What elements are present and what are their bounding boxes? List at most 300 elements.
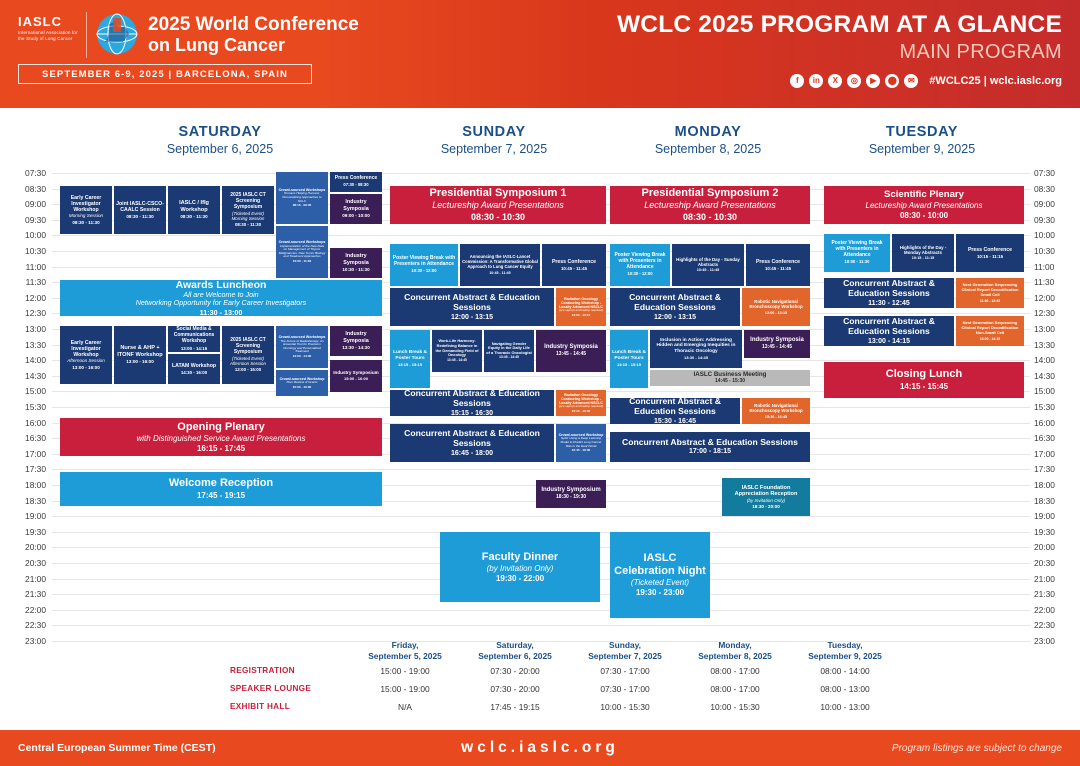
iaslc-logo [18, 14, 80, 41]
threads-icon[interactable]: ⬤ [885, 74, 899, 88]
table-cell: 07:30 - 20:00 [490, 665, 540, 676]
session-time: 10:45 - 11:45 [696, 268, 720, 273]
session-time: 14:30 - 16:00 [180, 369, 208, 375]
conference-dates-bar: SEPTEMBER 6-9, 2025 | BARCELONA, SPAIN [18, 64, 312, 84]
session-block[interactable] [484, 330, 534, 372]
time-label: 13:30 [25, 339, 46, 350]
time-label: 09:30 [25, 214, 46, 225]
time-label: 17:00 [25, 448, 46, 459]
linkedin-icon[interactable]: in [809, 74, 823, 88]
youtube-icon[interactable]: ▶ [866, 74, 880, 88]
session-subtitle: (Ticketed Event) [232, 355, 264, 361]
schedule-grid [0, 160, 1080, 646]
session-block[interactable] [390, 424, 554, 462]
session-title: Concurrent Abstract & Education Sessions [622, 437, 798, 448]
time-label: 15:00 [1034, 386, 1055, 397]
session-time: 11:30 - 12:45 [868, 299, 910, 307]
session-time: 10:45 - 11:45 [489, 270, 511, 275]
session-time: 10:45 - 11:45 [560, 265, 588, 271]
session-time: 15:30 - 16:45 [764, 414, 788, 419]
session-title: Crowd-sourced Workshop [558, 433, 604, 438]
session-title: Poster Viewing Break with Presenters in Attendance [831, 240, 883, 258]
table-row [230, 698, 1080, 716]
session-block[interactable] [650, 370, 810, 386]
session-subtitle: Lectureship Award Presentations [865, 200, 983, 210]
session-time: 16:15 - 17:45 [196, 443, 246, 453]
session-title: Presidential Symposium 1 [429, 187, 567, 200]
time-label: 16:30 [25, 433, 46, 444]
session-subtitle-2: Networking Opportunity for Early Career Investigators [135, 298, 307, 308]
session-time: 08:30 - 11:30 [72, 219, 100, 225]
session-block[interactable] [276, 370, 328, 396]
time-label: 21:00 [1034, 573, 1055, 584]
grid-line [52, 625, 1030, 626]
session-block[interactable] [556, 390, 606, 416]
social-links[interactable] [617, 74, 1062, 88]
session-title: Opening Plenary [177, 420, 265, 433]
session-block[interactable] [742, 288, 810, 326]
time-label: 11:00 [25, 261, 46, 272]
session-title: Next Generation Sequencing Clinical Report Decodification Small Cell [961, 282, 1019, 297]
session-block[interactable] [746, 244, 810, 286]
session-title: Poster Viewing Break with Presenters in Attendance [614, 252, 666, 270]
day-name: TUESDAY [885, 124, 959, 140]
session-subtitle: Lectureship Award Presentations [432, 200, 564, 211]
session-title: Welcome Reception [168, 477, 274, 490]
table-cell: 07:30 - 20:00 [490, 683, 540, 694]
session-title: Concurrent Abstract & Education Sessions [843, 278, 935, 299]
session-block[interactable] [60, 280, 382, 316]
session-time: 13:45 - 14:45 [761, 344, 793, 351]
time-label: 22:30 [1034, 620, 1055, 631]
session-block[interactable] [390, 288, 554, 326]
table-cell: N/A [398, 701, 412, 712]
session-block[interactable] [168, 326, 220, 352]
session-time: 08:30 - 10:30 [470, 211, 526, 222]
session-block[interactable] [222, 186, 274, 234]
session-time: 13:00 - 16:00 [72, 364, 100, 370]
session-block[interactable] [114, 186, 166, 234]
table-cell: 10:00 - 15:30 [600, 701, 650, 712]
time-label: 15:30 [25, 402, 46, 412]
session-time: 10:15 - 11:15 [976, 253, 1004, 259]
time-label: 13:00 [1034, 324, 1055, 334]
page-header [0, 0, 1080, 108]
session-title: Early Career Investigator Workshop [70, 194, 102, 214]
session-time: 08:30 - 10:30 [682, 211, 738, 222]
session-title: Scientific Plenary [884, 189, 964, 201]
session-block[interactable] [956, 316, 1024, 346]
email-icon[interactable]: ✉ [904, 74, 918, 88]
session-time: 08:30 - 10:00 [899, 211, 949, 221]
session-time: 10:00 - 11:30 [292, 259, 312, 264]
session-time: 10:30 - 12:00 [411, 267, 437, 273]
session-block[interactable] [60, 326, 112, 384]
time-label: 10:00 [1034, 230, 1055, 241]
session-block[interactable] [824, 186, 1024, 224]
session-subtitle: (pre-signup and laptop required) [558, 308, 604, 313]
session-subtitle-2: Afternoon Session [230, 360, 266, 366]
session-title: IASLC Celebration Night [614, 552, 706, 578]
session-block[interactable] [556, 424, 606, 462]
session-block[interactable] [276, 172, 328, 224]
time-label: 16:00 [1034, 417, 1055, 428]
time-label: 09:00 [25, 199, 46, 210]
session-title: Navigating Gender Equity in the Daily Life of a Thoracic Oncologist [486, 340, 532, 355]
session-time: 13:00 - 14:30 [292, 354, 312, 359]
session-title: IASLC Business Meeting [693, 370, 767, 378]
session-title: Inclusion in Action: Addressing Hidden and Emerging Inequities in Thoracic Oncology [656, 337, 736, 354]
session-title: Press Conference [755, 258, 801, 265]
session-block[interactable] [168, 186, 220, 234]
time-label: 17:30 [1034, 464, 1055, 475]
table-cell: 07:30 - 17:00 [600, 665, 650, 676]
session-time: 13:00 - 14:15 [867, 337, 911, 345]
grid-line [52, 469, 1030, 470]
time-label: 11:30 [25, 277, 46, 288]
hours-table-header [230, 640, 1080, 662]
hours-col-friday: Friday, September 5, 2025 [368, 640, 442, 661]
session-title: Announcing the IASLC-Lancet Commission: A Transformative Global Approach to Lung Cancer Equity [462, 253, 538, 269]
session-block[interactable] [610, 244, 670, 286]
session-block[interactable] [276, 226, 328, 278]
hours-col-monday: Monday, September 8, 2025 [698, 640, 772, 661]
grid-line [52, 173, 1030, 174]
session-title: Closing Lunch [885, 368, 963, 381]
table-row [230, 680, 1080, 698]
row-label: SPEAKER LOUNGE [230, 684, 312, 694]
session-block[interactable] [610, 288, 740, 326]
time-label: 22:00 [25, 604, 46, 615]
session-block[interactable] [390, 330, 430, 388]
time-label: 21:30 [1034, 589, 1055, 600]
session-block[interactable] [824, 278, 954, 308]
session-block[interactable] [330, 194, 382, 224]
time-label: 08:30 [25, 183, 46, 194]
session-time: 15:00 - 16:00 [343, 375, 368, 381]
time-label: 14:00 [1034, 355, 1055, 366]
time-label: 12:00 [25, 292, 46, 303]
session-title: Industry Symposia [343, 199, 369, 212]
time-label: 22:30 [25, 620, 46, 631]
session-title: Highlights of the Day - Monday Abstracts [899, 245, 947, 256]
session-time: 13:15 - 15:15 [397, 361, 422, 367]
session-block[interactable] [672, 244, 744, 286]
session-title: Highlights of the Day - Sunday Abstracts [676, 257, 740, 268]
session-block[interactable] [330, 326, 382, 356]
time-label: 18:30 [1034, 495, 1055, 506]
session-title: Press Conference [967, 246, 1013, 253]
session-time: 12:00 - 13:15 [571, 312, 591, 317]
day-name: SATURDAY [178, 124, 262, 140]
session-block[interactable] [650, 330, 742, 368]
time-label: 18:00 [1034, 480, 1055, 490]
time-label: 13:30 [1034, 339, 1055, 350]
session-time: 13:15 - 15:15 [616, 361, 641, 367]
session-block[interactable] [432, 330, 482, 372]
session-block[interactable] [536, 330, 606, 372]
table-cell: 07:30 - 17:00 [600, 683, 650, 694]
session-block[interactable] [390, 186, 606, 224]
time-label: 19:00 [25, 511, 46, 522]
iaslc-logo-text: IASLC [18, 14, 62, 29]
session-time: 18:30 - 20:00 [752, 504, 780, 510]
facebook-icon[interactable]: f [790, 74, 804, 88]
conference-name-line2: on Lung Cancer [148, 35, 286, 56]
time-label: 09:00 [1034, 199, 1055, 210]
session-time: 08:30 - 11:30 [234, 221, 262, 227]
time-label: 20:00 [1034, 542, 1055, 553]
time-label: 21:00 [25, 573, 46, 584]
session-time: 15:00 - 16:00 [292, 384, 312, 389]
time-label: 14:30 [1034, 370, 1055, 381]
session-title: Crowd-sourced Workshops [278, 335, 326, 340]
session-time: 14:45 - 15:30 [714, 378, 746, 385]
session-title: Nurse & AHP + ITONF Workshop [117, 345, 163, 358]
time-label: 18:00 [25, 480, 46, 490]
session-time: 13:45 - 14:45 [447, 357, 467, 362]
session-title: Awards Luncheon [175, 280, 267, 291]
session-time: 10:15 - 11:15 [911, 256, 935, 261]
header-right [617, 12, 1062, 88]
table-cell: 15:00 - 19:00 [380, 683, 430, 694]
hours-table-body [230, 662, 1080, 716]
session-time: 10:45 - 11:45 [764, 265, 792, 271]
session-time: 08:30 - 11:30 [180, 214, 208, 220]
session-title: Industry Symposia [544, 344, 598, 351]
session-subtitle: (Ticketed Event) [232, 210, 264, 216]
session-block[interactable] [390, 390, 554, 416]
conference-year: 2025 World Conference [148, 14, 359, 35]
time-label: 23:00 [1034, 636, 1055, 646]
session-block[interactable] [956, 234, 1024, 272]
session-title: Radiation Oncology Contouring Workshop - Locally Advanced NSCLC [559, 392, 603, 405]
session-title: Robotic Navigational Bronchoscopy Workshop [749, 403, 803, 414]
session-title: Crowd-sourced Workshops [278, 240, 326, 245]
hours-col-tuesday: Tuesday, September 9, 2025 [808, 640, 882, 661]
session-block[interactable] [542, 244, 606, 286]
time-label: 10:30 [25, 246, 46, 256]
session-block[interactable] [330, 360, 382, 392]
time-label: 21:30 [25, 589, 46, 600]
session-block[interactable] [722, 478, 810, 516]
time-label: 13:00 [25, 324, 46, 334]
session-time: 10:30 - 11:30 [342, 267, 370, 273]
session-title: Press Conference [334, 175, 378, 182]
footer-disclaimer: Program listings are subject to change [891, 742, 1062, 754]
session-time: 13:45 - 14:45 [499, 355, 519, 360]
session-block[interactable] [390, 244, 458, 286]
session-block[interactable] [330, 248, 382, 278]
conference-name [148, 14, 359, 55]
table-cell: 10:00 - 15:30 [710, 701, 760, 712]
session-block[interactable] [610, 186, 810, 224]
session-block[interactable] [824, 316, 954, 346]
session-block[interactable] [460, 244, 540, 286]
session-subtitle: (pre-signup and laptop required) [558, 404, 604, 409]
time-label: 11:30 [1034, 277, 1055, 288]
session-title: Radiation Oncology Contouring Workshop - Locally Advanced NSCLC [559, 296, 603, 309]
session-subtitle: Peer Review of Grants [286, 379, 318, 384]
session-title: Industry Symposium [541, 487, 601, 494]
session-title: Industry Symposia [343, 253, 369, 266]
session-block[interactable] [956, 278, 1024, 308]
session-time: 13:45 - 14:45 [555, 351, 587, 358]
session-title: Concurrent Abstract & Education Sessions [404, 292, 540, 313]
session-time: 15:15 - 16:30 [450, 409, 494, 416]
time-label: 07:30 [1034, 168, 1055, 178]
footer-url[interactable]: wclc.iaslc.org [461, 739, 619, 756]
session-block[interactable] [824, 234, 890, 272]
session-title: Social Media & Communications Workshop [173, 326, 215, 344]
session-time: 13:00 - 16:00 [126, 359, 154, 365]
session-time: 10:30 - 12:00 [627, 270, 653, 276]
session-time: 15:15 - 16:30 [571, 408, 591, 413]
session-title: Early Career Investigator Workshop [70, 339, 102, 359]
time-label: 10:00 [25, 230, 46, 241]
session-block[interactable] [114, 326, 166, 384]
session-block[interactable] [222, 326, 274, 384]
x-twitter-icon[interactable]: X [828, 74, 842, 88]
session-block[interactable] [276, 326, 328, 368]
session-time: 13:30 - 14:45 [683, 354, 708, 360]
session-block[interactable] [744, 330, 810, 358]
day-header-tuesday [820, 124, 1024, 156]
session-block[interactable] [536, 480, 606, 508]
session-block[interactable] [556, 288, 606, 326]
session-block[interactable] [610, 330, 648, 388]
session-title: 2025 IASLC CT Screening Symposium [230, 191, 266, 210]
time-label: 20:30 [25, 558, 46, 568]
session-title: Crowd-sourced Workshops [278, 188, 326, 193]
session-time: 11:30 - 12:45 [979, 298, 1001, 303]
table-cell: 10:00 - 13:00 [820, 701, 870, 712]
session-title: Poster Viewing Break with Presenters in Attendance [392, 255, 456, 268]
iaslc-logo-subtext: International Association for the Study of Lung Cancer [18, 30, 78, 41]
day-header-monday [608, 124, 808, 156]
session-title: Faculty Dinner [481, 550, 559, 563]
session-title: Concurrent Abstract & Education Sessions [843, 316, 935, 337]
time-label: 08:30 [1034, 183, 1055, 194]
time-label: 11:00 [1034, 261, 1055, 272]
session-title: Lunch Break & Poster Tours [393, 350, 427, 362]
session-time: 12:00 - 13:15 [653, 313, 697, 321]
timezone-note: Central European Summer Time (CEST) [18, 742, 216, 754]
hashtag-url[interactable]: #WCLC25 | wclc.iaslc.org [929, 74, 1062, 87]
session-subtitle: Lectureship Award Presentations [644, 200, 776, 211]
time-label: 23:00 [25, 636, 46, 646]
session-title: Lunch Break & Poster Tours [612, 350, 646, 362]
session-block[interactable] [824, 362, 1024, 398]
day-header-sunday [388, 124, 600, 156]
grid-line [52, 516, 1030, 517]
day-date: September 7, 2025 [440, 142, 548, 156]
session-subtitle: Humans Helping Humans: Personalizing Approaches to SCLC [282, 191, 322, 203]
session-block[interactable] [440, 532, 600, 602]
session-subtitle: with Distinguished Service Award Presentations [136, 433, 306, 443]
session-title: IASLC Foundation Appreciation Reception [734, 484, 798, 498]
day-name: SUNDAY [462, 124, 526, 140]
hours-table [230, 640, 1080, 716]
page-subtitle: MAIN PROGRAM [899, 40, 1062, 63]
session-block[interactable] [168, 354, 220, 384]
time-label: 10:30 [1034, 246, 1055, 256]
session-block[interactable] [610, 532, 710, 618]
session-subtitle: (by Invitation Only) [746, 497, 786, 503]
session-subtitle: (by Invitation Only) [486, 563, 554, 573]
session-time: 17:45 - 19:15 [196, 491, 246, 501]
time-label: 14:30 [25, 370, 46, 381]
table-row [230, 662, 1080, 680]
day-date: September 9, 2025 [868, 142, 976, 156]
session-title: Presidential Symposium 2 [641, 187, 779, 200]
time-label: 09:30 [1034, 214, 1055, 225]
session-time: 11:30 - 13:00 [199, 307, 243, 316]
session-block[interactable] [610, 432, 810, 462]
time-label: 12:30 [1034, 308, 1055, 319]
time-label: 20:30 [1034, 558, 1055, 568]
row-label: REGISTRATION [230, 666, 295, 676]
session-subtitle: All are Welcome to Join [183, 289, 259, 299]
session-block[interactable] [60, 418, 382, 456]
session-title: Industry Symposium [333, 370, 379, 376]
session-time: 08:15 - 09:45 [292, 203, 312, 208]
session-block[interactable] [742, 398, 810, 424]
session-time: 16:45 - 18:00 [571, 448, 591, 453]
time-label: 12:00 [1034, 292, 1055, 303]
session-time: 19:30 - 22:00 [495, 573, 545, 583]
session-title: Concurrent Abstract & Education Sessions [404, 428, 540, 449]
session-block[interactable] [60, 472, 382, 506]
time-label: 12:30 [25, 308, 46, 319]
table-cell: 08:00 - 17:00 [710, 683, 760, 694]
page-title: WCLC 2025 PROGRAM AT A GLANCE [616, 11, 1062, 38]
session-block[interactable] [60, 186, 112, 234]
day-date: September 8, 2025 [654, 142, 762, 156]
session-time: 13:00 - 16:00 [234, 366, 262, 372]
time-label: 14:00 [25, 355, 46, 366]
session-block[interactable] [330, 172, 382, 192]
session-time: 12:00 - 13:15 [450, 313, 494, 321]
session-time: 18:30 - 19:30 [555, 494, 587, 501]
time-label: 19:00 [1034, 511, 1055, 522]
day-date: September 6, 2025 [166, 142, 274, 156]
session-time: 13:00 - 14:15 [180, 345, 208, 351]
time-label: 22:00 [1034, 604, 1055, 615]
session-subtitle: Afternoon Session [67, 358, 105, 364]
session-time: 10:00 - 11:30 [844, 258, 870, 264]
session-block[interactable] [892, 234, 954, 272]
instagram-icon[interactable]: ◎ [847, 74, 861, 88]
session-time: 13:00 - 14:15 [979, 336, 1001, 341]
session-time: 08:30 - 11:30 [126, 213, 154, 219]
session-time: 14:15 - 15:45 [899, 382, 949, 392]
table-cell: 08:00 - 13:00 [820, 683, 870, 694]
session-time: 15:30 - 16:45 [653, 417, 697, 424]
session-title: Next Generation Sequencing Clinical Report Decodification Non-Small Cell [961, 320, 1019, 335]
session-subtitle: Sybil: Using a Deep Learning Model to Predict Lung Cancer Risk in the Real World [560, 436, 602, 448]
session-title: Crowd-sourced Workshop [279, 376, 325, 381]
session-time: 17:00 - 18:15 [688, 448, 732, 456]
session-block[interactable] [610, 398, 740, 424]
time-label: 07:30 [25, 168, 46, 178]
session-title: IASLC / IfIg Workshop [179, 200, 209, 213]
session-title: Robotic Navigational Bronchoscopy Workshop [749, 299, 803, 310]
row-label: EXHIBIT HALL [230, 702, 291, 712]
session-title: Industry Symposia [750, 337, 804, 344]
session-title: Industry Symposia [343, 331, 369, 344]
session-time: 13:30 - 14:30 [342, 345, 370, 351]
